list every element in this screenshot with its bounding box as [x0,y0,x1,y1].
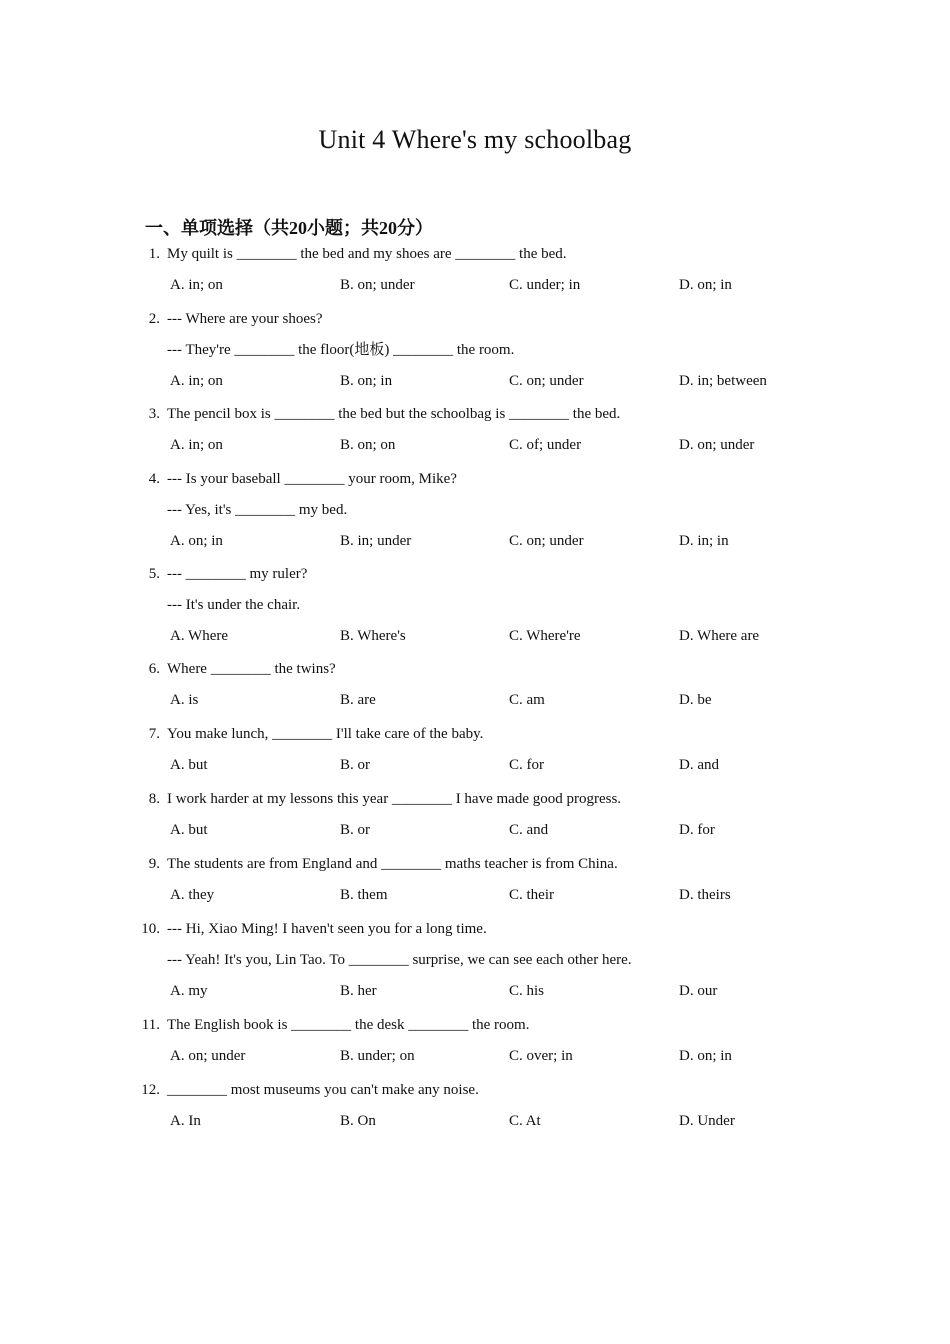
question-stem-line: --- Where are your shoes? [167,311,323,327]
option-a[interactable]: A. In [170,1113,201,1129]
option-b[interactable]: B. under; on [340,1048,415,1064]
question-number: 8. [148,791,160,807]
question-stem-line: You make lunch, ________ I'll take care of the baby. [167,726,484,742]
question-number: 6. [148,661,160,677]
option-a[interactable]: A. in; on [170,277,223,293]
option-b[interactable]: B. or [340,757,370,773]
option-d[interactable]: D. for [679,822,715,838]
option-a[interactable]: A. on; under [170,1048,246,1064]
option-a[interactable]: A. Where [170,627,229,644]
option-c[interactable]: C. am [509,692,545,708]
option-c[interactable]: C. At [509,1113,541,1129]
option-c[interactable]: C. over; in [509,1048,573,1064]
question-stem-line: The pencil box is ________ the bed but the schoolbag is ________ the bed. [167,406,621,422]
question-number: 5. [148,566,160,582]
option-d[interactable]: D. Under [679,1113,735,1129]
option-c[interactable]: C. under; in [509,277,581,293]
option-c[interactable]: C. of; under [509,437,582,453]
question-stem-line: --- Yes, it's ________ my bed. [167,501,348,518]
page-title: Unit 4 Where's my schoolbag [318,125,632,154]
question-number: 9. [148,856,160,872]
question-stem-line: The students are from England and ________ maths teacher is from China. [167,856,618,872]
option-d[interactable]: D. in; in [679,532,729,549]
option-b[interactable]: B. are [340,692,376,708]
option-a[interactable]: A. my [170,982,208,999]
option-b[interactable]: B. her [340,982,377,999]
question-number: 10. [141,921,160,937]
question-stem-line: --- They're ________ the floor(地板) ________ the room. [167,341,515,358]
option-d[interactable]: D. theirs [679,887,731,903]
option-d[interactable]: D. be [679,692,712,708]
option-c[interactable]: C. Where're [509,627,581,644]
option-a[interactable]: A. but [170,757,208,773]
question-stem-line: ________ most museums you can't make any noise. [167,1082,479,1098]
option-b[interactable]: B. Where's [340,627,406,644]
question-number: 4. [148,471,160,487]
option-b[interactable]: B. in; under [340,532,412,549]
question-number: 12. [141,1082,160,1098]
question-number: 11. [141,1017,160,1033]
option-a[interactable]: A. they [170,887,215,903]
option-a[interactable]: A. but [170,822,208,838]
option-b[interactable]: B. On [340,1113,376,1129]
question-number: 7. [148,726,160,742]
question-stem-line: I work harder at my lessons this year ________ I have made good progress. [167,791,622,807]
option-d[interactable]: D. on; under [679,437,755,453]
question-number: 2. [148,311,160,327]
option-b[interactable]: B. on; under [340,277,415,293]
option-b[interactable]: B. them [340,887,388,903]
option-c[interactable]: C. on; under [509,532,584,549]
option-c[interactable]: C. for [509,757,544,773]
option-a[interactable]: A. is [170,692,199,708]
option-a[interactable]: A. in; on [170,372,223,389]
section-heading: 一、单项选择（共20小题；共20分） [145,218,433,238]
question-stem-line: My quilt is ________ the bed and my shoes are ________ the bed. [167,246,567,262]
question-stem-line: --- ________ my ruler? [167,566,308,582]
option-a[interactable]: A. in; on [170,437,223,453]
option-c[interactable]: C. and [509,822,549,838]
option-c[interactable]: C. his [509,982,545,999]
option-b[interactable]: B. on; in [340,372,393,389]
question-stem-line: --- Hi, Xiao Ming! I haven't seen you for a long time. [167,921,487,937]
question-number: 3. [148,406,160,422]
option-d[interactable]: D. in; between [679,372,767,389]
question-stem-line: --- Is your baseball ________ your room, Mike? [167,471,457,487]
option-d[interactable]: D. on; in [679,277,732,293]
option-b[interactable]: B. or [340,822,370,838]
question-stem-line: The English book is ________ the desk ________ the room. [167,1017,530,1033]
option-d[interactable]: D. and [679,757,719,773]
option-c[interactable]: C. their [509,887,554,903]
question-stem-line: --- Yeah! It's you, Lin Tao. To ________ surprise, we can see each other here. [167,951,632,968]
option-a[interactable]: A. on; in [170,532,223,549]
question-stem-line: --- It's under the chair. [167,596,301,613]
option-b[interactable]: B. on; on [340,437,396,453]
option-c[interactable]: C. on; under [509,372,584,389]
option-d[interactable]: D. our [679,982,718,999]
question-stem-line: Where ________ the twins? [167,661,336,677]
question-number: 1. [148,246,160,262]
option-d[interactable]: D. Where are [679,627,760,644]
option-d[interactable]: D. on; in [679,1048,732,1064]
